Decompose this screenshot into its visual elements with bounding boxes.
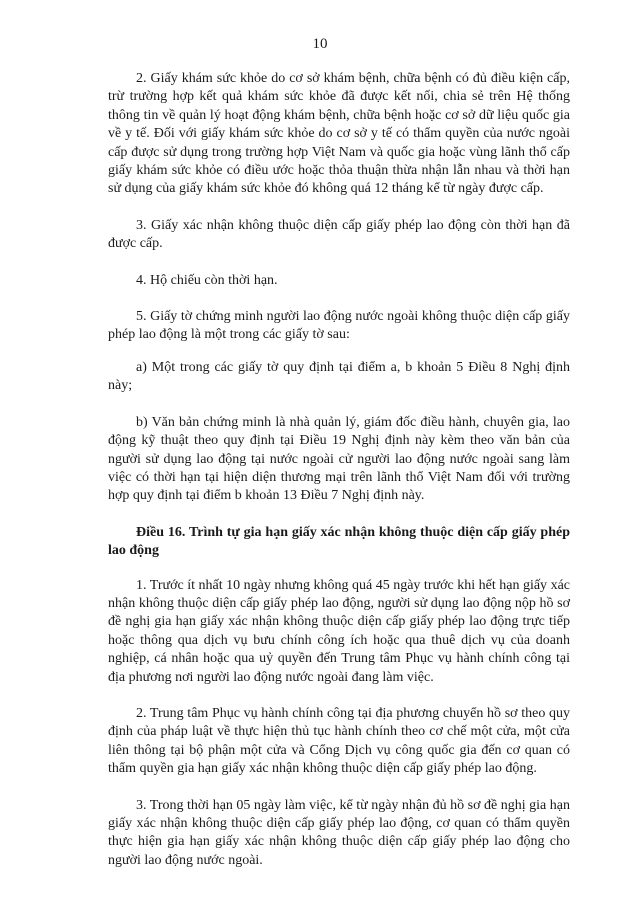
paragraph-item-a: a) Một trong các giấy tờ quy định tại điểm a, b khoản 5 Điều 8 Nghị định này;: [108, 359, 570, 394]
paragraph-article-clause-2: 2. Trung tâm Phục vụ hành chính công tại địa phương chuyển hồ sơ theo quy định của pháp luật về thực hiện thủ tục hành chính theo cơ chế một cửa, một cửa liên thông tại bộ phận một cửa và Cổng Dịch vụ công quốc gia đến cơ quan có thẩm quyền gia hạn giấy xác nhận không thuộc diện cấp giấy phép lao động.: [108, 705, 570, 777]
document-body: [108, 70, 570, 888]
page-number: 10: [312, 36, 328, 52]
paragraph-article-clause-3: 3. Trong thời hạn 05 ngày làm việc, kể từ ngày nhận đủ hồ sơ đề nghị gia hạn giấy xác nhận không thuộc diện cấp giấy phép lao động, cơ quan có thẩm quyền thực hiện gia hạn giấy xác nhận không thuộc diện cấp giấy phép lao động cho người lao động nước ngoài.: [108, 797, 570, 868]
paragraph-article-clause-1: 1. Trước ít nhất 10 ngày nhưng không quá 45 ngày trước khi hết hạn giấy xác nhận không thuộc diện cấp giấy phép lao động, người sử dụng lao động nộp hồ sơ đề nghị gia hạn giấy xác nhận không thuộc diện cấp giấy phép lao động trực tiếp hoặc thông qua dịch vụ bưu chính công ích hoặc qua thuê dịch vụ của doanh nghiệp, cá nhân hoặc qua uỷ quyền đến Trung tâm Phục vụ hành chính công tại địa phương nơi người lao động nước ngoài đang làm việc.: [108, 577, 570, 685]
paragraph-exemption-confirmation: 3. Giấy xác nhận không thuộc diện cấp giấy phép lao động còn thời hạn đã được cấp.: [108, 217, 570, 252]
article-heading: Điều 16. Trình tự gia hạn giấy xác nhận không thuộc diện cấp giấy phép lao động: [108, 524, 570, 559]
paragraph-passport: 4. Hộ chiếu còn thời hạn.: [136, 272, 278, 288]
paragraph-health-certificate: 2. Giấy khám sức khỏe do cơ sở khám bệnh, chữa bệnh có đủ điều kiện cấp, trừ trường hợp kết quả khám sức khỏe đã được kết nối, chia sẻ trên Hệ thống thông tin về quản lý hoạt động khám bệnh, chữa bệnh hoặc cơ sở dữ liệu quốc gia về y tế. Đối với giấy khám sức khỏe do cơ sở y tế có thẩm quyền của nước ngoài cấp được sử dụng trong trường hợp Việt Nam và quốc gia hoặc vùng lãnh thổ cấp giấy khám sức khỏe có điều ước hoặc thỏa thuận thừa nhận lẫn nhau và thời hạn sử dụng của giấy khám sức khỏe đó không quá 12 tháng kể từ ngày được cấp.: [108, 71, 570, 197]
paragraph-proof-documents: 5. Giấy tờ chứng minh người lao động nước ngoài không thuộc diện cấp giấy phép lao động là một trong các giấy tờ sau:: [108, 309, 570, 343]
paragraph-item-b: b) Văn bản chứng minh là nhà quản lý, giám đốc điều hành, chuyên gia, lao động kỹ thuật theo quy định tại Điều 19 Nghị định này kèm theo văn bản của người sử dụng lao động tại nước ngoài cử người lao động nước ngoài sang làm việc có thời hạn tại hiện diện thương mại trên lãnh thổ Việt Nam đối với trường hợp quy định tại điểm b khoản 13 Điều 7 Nghị định này.: [108, 414, 570, 504]
